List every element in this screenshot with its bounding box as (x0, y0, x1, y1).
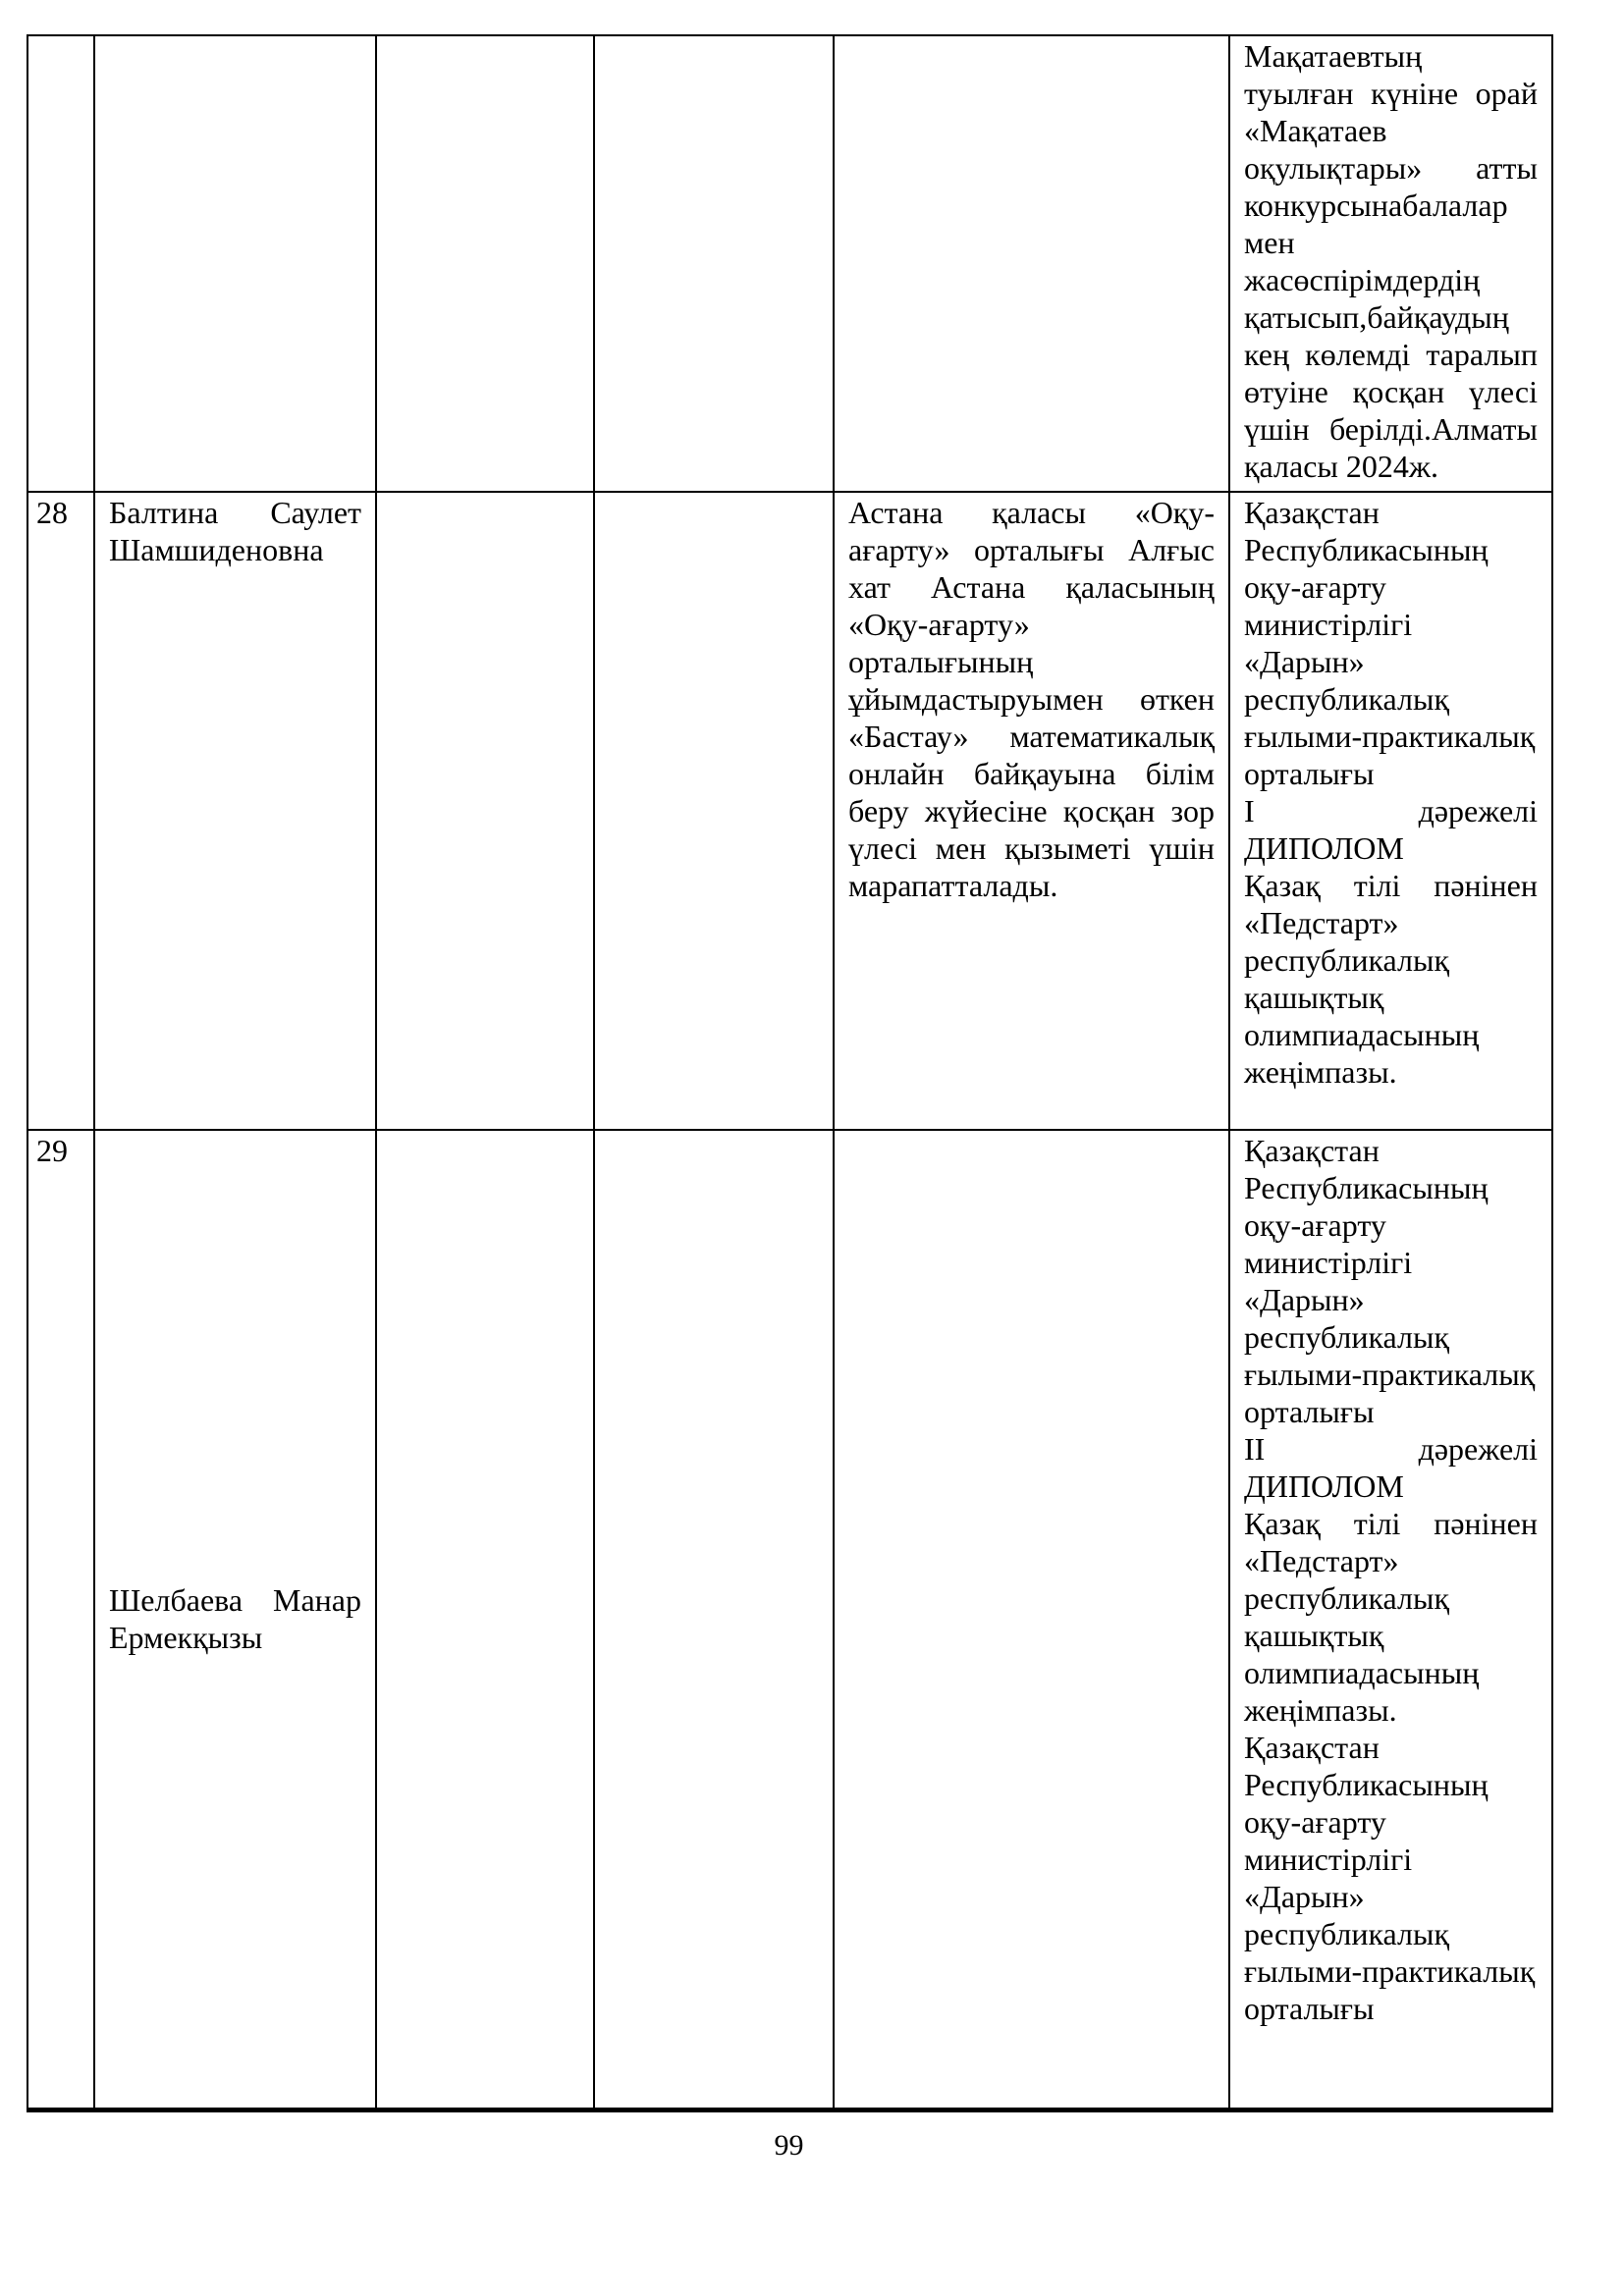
empty-cell (594, 1130, 834, 2109)
row-number-cell: 28 (27, 492, 94, 1130)
award-org-paragraph: Қазақстан Республикасының оқу-ағарту министірлігі «Дарын» республикалық ғылыми-практикалық орталығы (1244, 495, 1536, 791)
person-name: Балтина Саулет Шамшиденовна (109, 495, 361, 567)
description-paragraph: Астана қаласы «Оқу-ағарту» орталығы Алғыс хат Астана қаласының «Оқу-ағарту» орталығының ұйымдастыруымен өткен «Бастау» математикалық онлайн байқауына білім беру жүйесіне қосқан зор үлесі мен қызыметі үшін марапатталады. (848, 495, 1215, 903)
award-result-paragraph: Қазақ тілі пәнінен «Педстарт» республикалық қашықтық олимпиадасының жеңімпазы. (1244, 868, 1538, 1090)
description-cell (834, 1130, 1229, 2109)
empty-cell (376, 1130, 594, 2109)
description-cell (834, 35, 1229, 492)
diploma-line: ДИПОЛОМ (1244, 830, 1404, 866)
row-number-cell (27, 35, 94, 492)
diploma-line: ДИПОЛОМ (1244, 1468, 1404, 1504)
award-org-paragraph: Қазақстан Республикасының оқу-ағарту министірлігі «Дарын» республикалық ғылыми-практикалық орталығы (1244, 1133, 1536, 1429)
degree-line: І дәрежелі (1244, 793, 1538, 828)
award-result-paragraph: Қазақ тілі пәнінен «Педстарт» республикалық қашықтық олимпиадасының жеңімпазы. (1244, 1506, 1538, 1728)
table-row-28 (27, 492, 1552, 1130)
award-text-paragraph: Мақатаевтың туылған күніне орай «Мақатаев оқулықтары» атты конкурсынабалалар мен жасөспірімдердің қатысып,байқаудың кең көлемді таралып өтуіне қосқан үлесі үшін берілді.Алматы қаласы 2024ж. (1244, 38, 1538, 484)
empty-cell (376, 35, 594, 492)
name-cell (94, 35, 376, 492)
award-org2-paragraph: Қазақстан Республикасының оқу-ағарту министірлігі «Дарын» республикалық ғылыми-практикалық орталығы (1244, 1730, 1536, 2026)
degree-line: ІІ дәрежелі (1244, 1431, 1538, 1467)
award-cell (1229, 35, 1552, 492)
table-row-29 (27, 1130, 1552, 2109)
name-cell (94, 1130, 376, 2109)
description-cell (834, 492, 1229, 1130)
table-row-continuation (27, 35, 1552, 492)
awards-table (27, 34, 1553, 2112)
award-cell (1229, 1130, 1552, 2109)
page-number: 99 (774, 2129, 804, 2162)
empty-cell (594, 492, 834, 1130)
empty-cell (376, 492, 594, 1130)
row-number-cell: 29 (27, 1130, 94, 2109)
name-cell (94, 492, 376, 1130)
empty-cell (594, 35, 834, 492)
award-cell (1229, 492, 1552, 1130)
person-name: Шелбаева Манар Ермекқызы (109, 1581, 361, 1655)
